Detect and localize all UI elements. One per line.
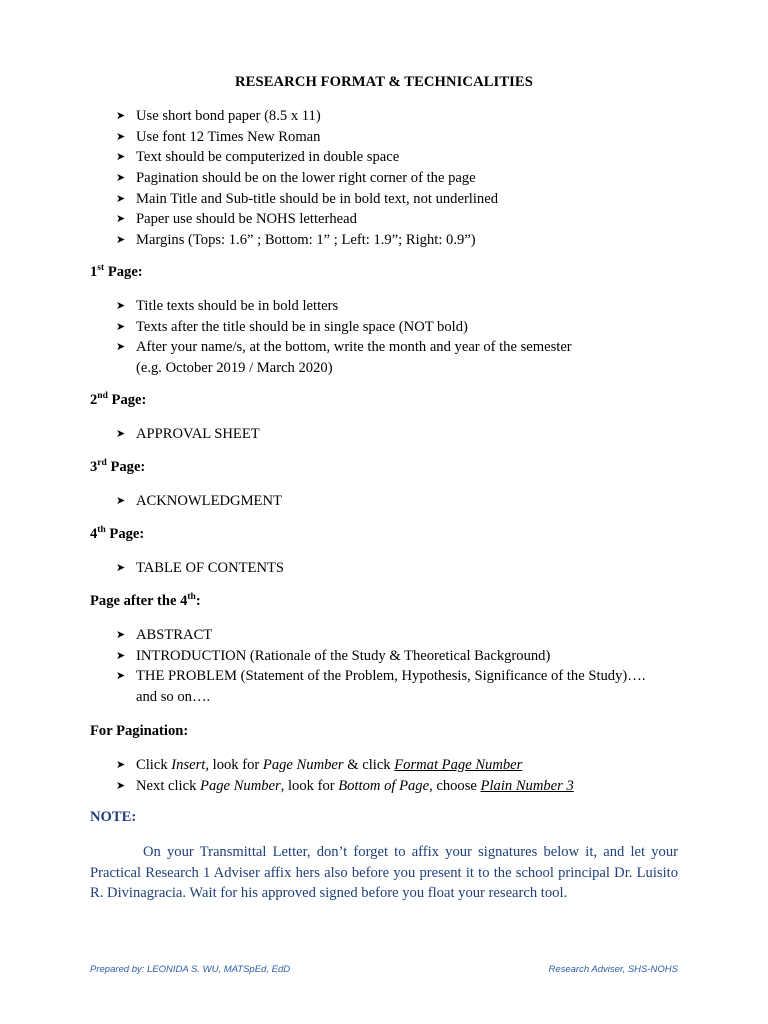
arrowhead-bullet-icon: ➤	[116, 172, 126, 185]
arrowhead-bullet-icon: ➤	[116, 320, 126, 333]
pagination-steps-list	[116, 755, 574, 796]
list-item: ➤ Click Insert, look for Page Number & click Format Page Number	[116, 755, 574, 776]
arrowhead-bullet-icon: ➤	[116, 428, 126, 440]
arrowhead-bullet-icon: ➤	[116, 670, 126, 683]
list-item: ➤ THE PROBLEM (Statement of the Problem, Hypothesis, Significance of the Study)….	[116, 666, 646, 687]
third-page-list	[116, 491, 282, 512]
list-item: ➤ Use font 12 Times New Roman	[116, 127, 498, 148]
arrowhead-bullet-icon: ➤	[116, 562, 126, 574]
first-page-heading: 1st Page:	[90, 263, 143, 280]
after-fourth-heading: Page after the 4th:	[90, 592, 201, 609]
general-requirements-list	[116, 106, 498, 251]
arrowhead-bullet-icon: ➤	[116, 759, 126, 771]
list-item: ➤ Paper use should be NOHS letterhead	[116, 209, 498, 230]
second-page-heading: 2nd Page:	[90, 391, 147, 408]
list-item: ➤ After your name/s, at the bottom, write the month and year of the semester	[116, 337, 572, 358]
footer-prepared-by: Prepared by: LEONIDA S. WU, MATSpEd, EdD	[90, 964, 291, 975]
list-item: ➤ Texts after the title should be in single space (NOT bold)	[116, 317, 572, 338]
list-item: ➤ Title texts should be in bold letters	[116, 296, 572, 317]
fourth-page-list	[116, 558, 284, 579]
second-page-list	[116, 424, 260, 445]
list-item-continuation: and so on….	[136, 689, 211, 706]
document-title: RESEARCH FORMAT & TECHNICALITIES	[235, 74, 533, 90]
after-fourth-list	[116, 625, 646, 708]
arrowhead-bullet-icon: ➤	[116, 130, 126, 143]
list-item: ➤ Use short bond paper (8.5 x 11)	[116, 106, 498, 127]
footer-research-adviser: Research Adviser, SHS-NOHS	[548, 964, 678, 975]
list-item: ➤ Margins (Tops: 1.6” ; Bottom: 1” ; Left: 1.9”; Right: 0.9”)	[116, 230, 498, 251]
arrowhead-bullet-icon: ➤	[116, 213, 126, 226]
list-item-continuation: (e.g. October 2019 / March 2020)	[136, 360, 333, 377]
arrowhead-bullet-icon: ➤	[116, 779, 126, 792]
list-item: ➤ TABLE OF CONTENTS	[116, 558, 284, 579]
first-page-list	[116, 296, 572, 379]
arrowhead-bullet-icon: ➤	[116, 341, 126, 354]
list-item: ➤ Main Title and Sub-title should be in bold text, not underlined	[116, 189, 498, 210]
arrowhead-bullet-icon: ➤	[116, 629, 126, 641]
third-page-heading: 3rd Page:	[90, 458, 146, 475]
arrowhead-bullet-icon: ➤	[116, 151, 126, 164]
list-item: ➤ INTRODUCTION (Rationale of the Study & Theoretical Background)	[116, 646, 646, 667]
note-paragraph: On your Transmittal Letter, don’t forget to affix your signatures below it, and let your Practical Research 1 Adviser affix hers also before you present it to the school principal Dr. Luisito R. Divinagracia. Wait for his approved signed before you float your research tool.	[90, 844, 678, 902]
arrowhead-bullet-icon: ➤	[116, 110, 126, 122]
arrowhead-bullet-icon: ➤	[116, 495, 126, 507]
list-item: ➤ Text should be computerized in double space	[116, 147, 498, 168]
list-item: ➤ APPROVAL SHEET	[116, 424, 260, 445]
fourth-page-heading: 4th Page:	[90, 525, 145, 542]
arrowhead-bullet-icon: ➤	[116, 234, 126, 247]
list-item: ➤ Pagination should be on the lower right corner of the page	[116, 168, 498, 189]
list-item: ➤ Next click Page Number, look for Bottom of Page, choose Plain Number 3	[116, 776, 574, 797]
list-item: ➤ ABSTRACT	[116, 625, 646, 646]
arrowhead-bullet-icon: ➤	[116, 192, 126, 205]
arrowhead-bullet-icon: ➤	[116, 649, 126, 662]
note-heading: NOTE:	[90, 809, 137, 825]
pagination-heading: For Pagination:	[90, 723, 189, 739]
arrowhead-bullet-icon: ➤	[116, 300, 126, 312]
list-item: ➤ ACKNOWLEDGMENT	[116, 491, 282, 512]
